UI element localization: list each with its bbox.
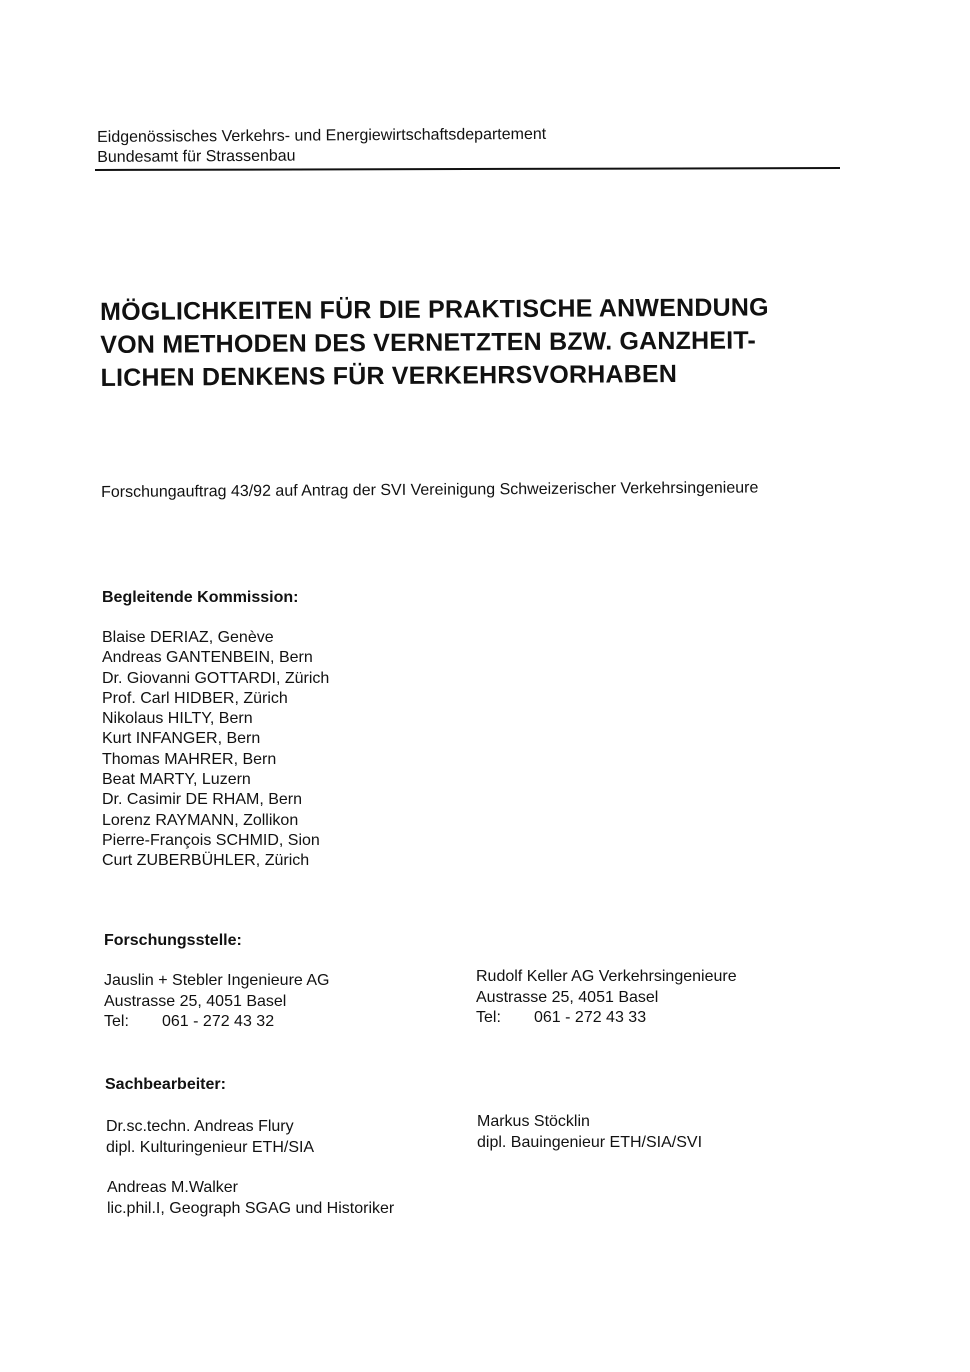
phone-label: Tel: [476,1009,501,1026]
commission-member: Prof. Carl HIDBER, Zürich [102,689,288,707]
company-address: Austrasse 25, 4051 Basel [104,992,287,1010]
phone-number: 061 - 272 43 33 [534,1009,647,1026]
company-phone [476,1008,737,1029]
title-line: VON METHODEN DES VERNETZTEN BZW. GANZHEIT- [100,326,757,359]
research-left [104,971,329,1033]
company-name: Jauslin + Stebler Ingenieure AG [104,972,330,989]
commission-member: Blaise DERIAZ, Genève [102,629,274,646]
commission-member: Lorenz RAYMANN, Zollikon [102,811,299,829]
commission-heading: Begleitende Kommission: [102,589,299,606]
title-line: MÖGLICHKEITEN FÜR DIE PRAKTISCHE ANWENDUNG [100,293,769,326]
research-order-line: Forschungauftrag 43/92 auf Antrag der SVI Vereinigung Schweizerischer Verkehrsingenieure [101,479,759,501]
staff-right-1 [477,1112,702,1153]
commission-member: Kurt INFANGER, Bern [102,730,261,748]
commission-member: Curt ZUBERBÜHLER, Zürich [102,852,310,870]
commission-member: Beat MARTY, Luzern [102,771,251,789]
commission-member: Dr. Giovanni GOTTARDI, Zürich [102,669,330,687]
staff-heading: Sachbearbeiter: [105,1076,226,1093]
commission-list [102,628,329,872]
company-name: Rudolf Keller AG Verkehrsingenieure [476,968,737,985]
department-header [97,125,546,168]
staff-title: dipl. Bauingenieur ETH/SIA/SVI [477,1133,703,1151]
staff-left-2 [107,1178,394,1219]
company-phone [104,1012,329,1033]
commission-member: Nikolaus HILTY, Bern [102,710,253,728]
phone-label: Tel: [104,1013,129,1030]
staff-name: Markus Stöcklin [477,1113,590,1130]
staff-name: Andreas M.Walker [107,1179,238,1196]
commission-member: Andreas GANTENBEIN, Bern [102,649,313,667]
staff-name: Dr.sc.techn. Andreas Flury [106,1118,294,1135]
title-line: LICHEN DENKENS FÜR VERKEHRSVORHABEN [100,359,678,392]
commission-member: Dr. Casimir DE RHAM, Bern [102,791,303,809]
commission-member: Pierre-François SCHMID, Sion [102,831,320,849]
staff-title: lic.phil.I, Geograph SGAG und Historiker [107,1199,395,1217]
staff-title: dipl. Kulturingenieur ETH/SIA [106,1138,315,1156]
phone-number: 061 - 272 43 32 [162,1013,275,1030]
header-rule [95,167,840,171]
staff-left-1 [106,1117,314,1158]
commission-member: Thomas MAHRER, Bern [102,750,277,768]
department-name: Eidgenössisches Verkehrs- und Energiewirtschaftsdepartement [97,125,547,146]
research-heading: Forschungsstelle: [104,932,242,949]
office-name: Bundesamt für Strassenbau [97,147,296,166]
document-title [100,291,769,395]
research-right [476,967,737,1029]
company-address: Austrasse 25, 4051 Basel [476,988,659,1006]
